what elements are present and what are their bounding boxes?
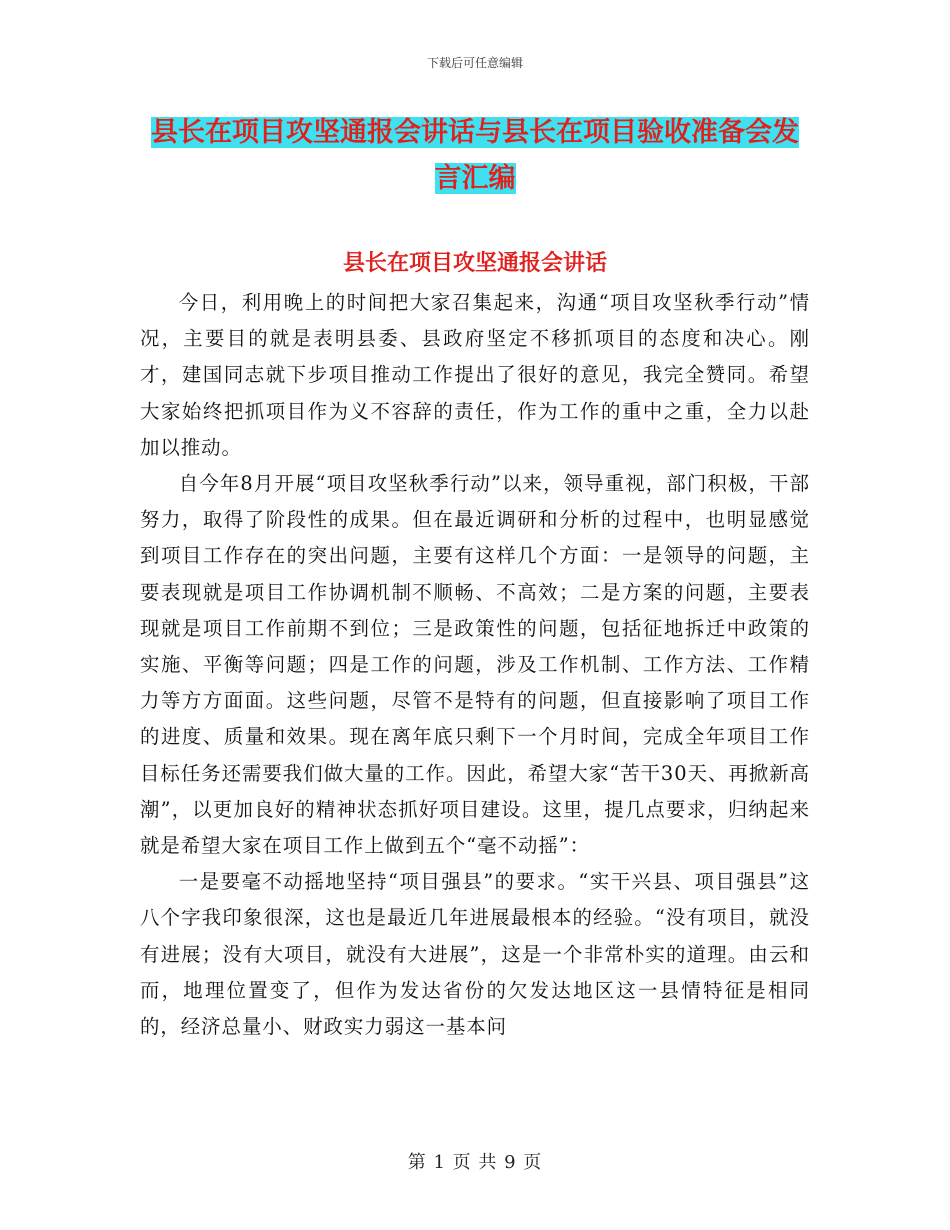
page-footer: 第 1 页 共 9 页 bbox=[407, 1152, 543, 1173]
header-note: 下载后可任意编辑 bbox=[426, 56, 523, 70]
paragraph: 今日，利用晚上的时间把大家召集起来，沟通“项目攻坚秋季行动”情况，主要目的就是表明县委、县政府坚定不移抓项目的态度和决心。刚才，建国同志就下步项目推动工作提出了很好的意见，我完全赞同。希望大家始终把抓项目作为义不容辞的责任，作为工作的重中之重，全力以赴加以推动。 bbox=[140, 291, 810, 459]
body-text bbox=[140, 285, 810, 1045]
document-title-text: 县长在项目攻坚通报会讲话与县长在项目验收准备会发言汇编 bbox=[151, 117, 799, 194]
paragraph: 自今年8月开展“项目攻坚秋季行动”以来，领导重视，部门积极，干部努力，取得了阶段性的成果。但在最近调研和分析的过程中，也明显感觉到项目工作存在的突出问题，主要有这样几个方面：一是领导的问题，主要表现就是项目工作协调机制不顺畅、不高效；二是方案的问题，主要表现就是项目工作前期不到位；三是政策性的问题，包括征地拆迁中政策的实施、平衡等问题；四是工作的问题，涉及工作机制、工作方法、工作精力等方方面面。这些问题，尽管不是特有的问题，但直接影响了项目工作的进度、质量和效果。现在离年底只剩下一个月时间，完成全年项目工作目标任务还需要我们做大量的工作。因此，希望大家“苦干30天、再掀新高潮”，以更加良好的精神状态抓好项目建设。这里，提几点要求，归纳起来就是希望大家在项目工作上做到五个“毫不动摇”： bbox=[140, 472, 810, 858]
document-title bbox=[140, 110, 810, 202]
paragraph: 一是要毫不动摇地坚持“项目强县”的要求。“实干兴县、项目强县”这八个字我印象很深，这也是最近几年进展最根本的经验。“没有项目，就没有进展；没有大项目，就没有大进展”，这是一个非常朴实的道理。由云和而，地理位置变了，但作为发达省份的欠发达地区这一县情特征是相同的，经济总量小、财政实力弱这一基本问 bbox=[140, 870, 810, 1039]
section-title: 县长在项目攻坚通报会讲话 bbox=[342, 250, 607, 276]
